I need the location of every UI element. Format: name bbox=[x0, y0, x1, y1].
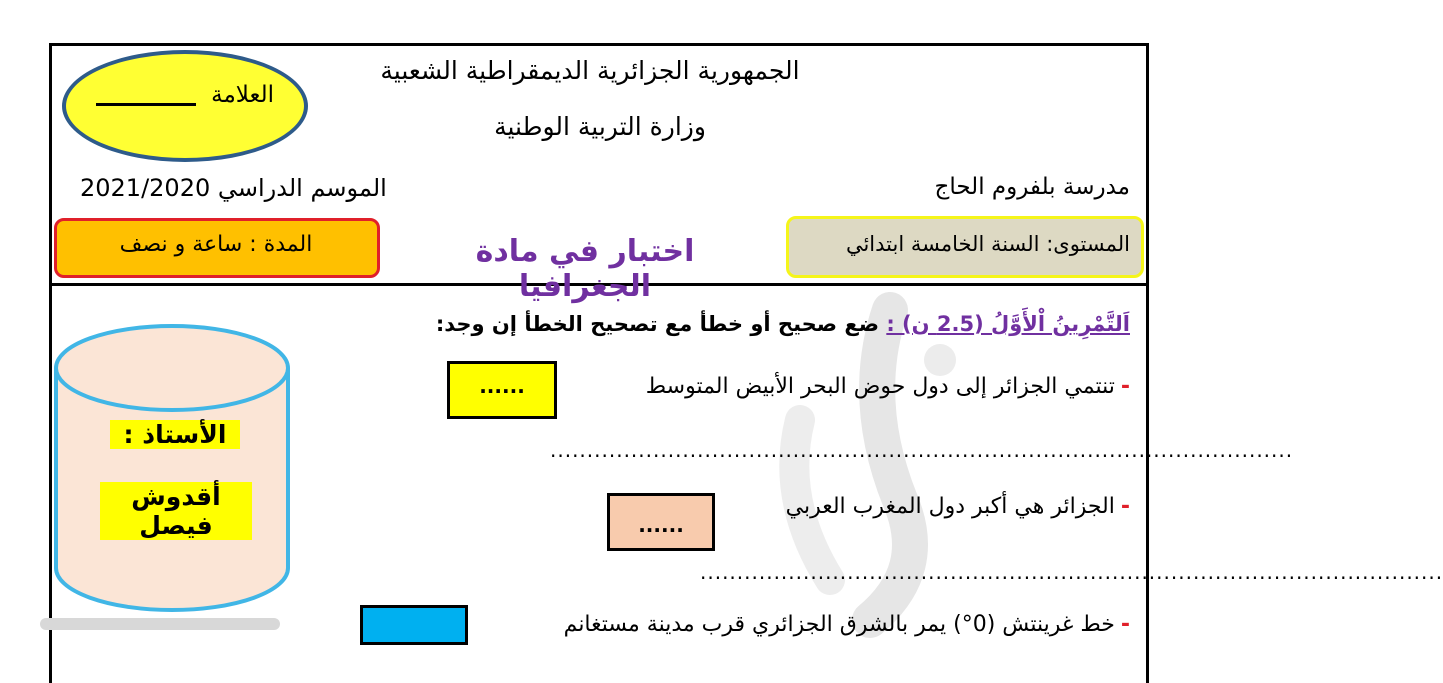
duration-text: المدة : ساعة و نصف bbox=[119, 232, 313, 257]
teacher-name: أقدوش فيصل bbox=[100, 482, 252, 540]
correction-line-2: ..................................................................................................... bbox=[700, 560, 1443, 584]
question-bullet: - bbox=[1120, 612, 1130, 637]
exercise1-heading bbox=[380, 312, 1130, 336]
correction-line-1: ..................................................................................................... bbox=[550, 438, 1294, 462]
school-season: الموسم الدراسي 2021/2020 bbox=[80, 174, 387, 202]
question-2-text: الجزائر هي أكبر دول المغرب العربي bbox=[785, 494, 1115, 519]
level-text: المستوى: السنة الخامسة ابتدائي bbox=[845, 232, 1130, 256]
republic-title: الجمهورية الجزائرية الديمقراطية الشعبية bbox=[380, 56, 800, 85]
exercise1-title: اَلتَّمْرِينُ اْلأَوَّلُ (2.5 ن) : bbox=[886, 312, 1130, 336]
grade-label: العلامة bbox=[211, 82, 274, 108]
answer-box-1[interactable]: ...... bbox=[447, 361, 557, 419]
teacher-title: الأستاذ : bbox=[110, 420, 240, 449]
school-name: مدرسة بلفروم الحاج bbox=[934, 174, 1130, 200]
question-3 bbox=[490, 612, 1130, 637]
exam-title: اختبار في مادة الجغرافيا bbox=[475, 234, 695, 304]
question-bullet: - bbox=[1120, 374, 1130, 399]
grade-field bbox=[74, 82, 274, 108]
answer-box-3[interactable] bbox=[360, 605, 468, 645]
exercise1-instruction: ضع صحيح أو خطأ مع تصحيح الخطأ إن وجد: bbox=[435, 312, 887, 336]
ministry-title: وزارة التربية الوطنية bbox=[494, 112, 706, 141]
teacher-cylinder-shape bbox=[52, 318, 292, 618]
question-2 bbox=[710, 494, 1130, 519]
grade-blank-line bbox=[96, 103, 196, 106]
question-3-text: خط غرينتش (0°) يمر بالشرق الجزائري قرب مدينة مستغانم bbox=[563, 612, 1115, 637]
question-1-text: تنتمي الجزائر إلى دول حوض البحر الأبيض المتوسط bbox=[645, 374, 1115, 399]
question-1 bbox=[560, 374, 1130, 399]
cylinder-shadow bbox=[40, 618, 280, 630]
answer-box-2[interactable]: ...... bbox=[607, 493, 715, 551]
question-bullet: - bbox=[1120, 494, 1130, 519]
